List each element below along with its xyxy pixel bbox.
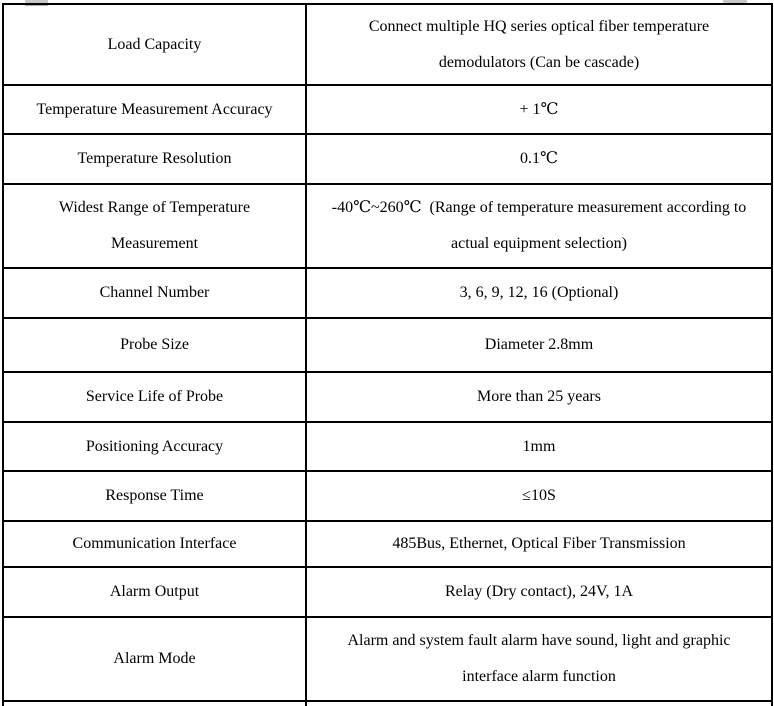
text-line: Alarm and system fault alarm have sound, light and graphic: [347, 632, 731, 649]
spec-value-cell: [306, 701, 772, 706]
text-line: Temperature Measurement Accuracy: [36, 100, 273, 118]
spec-value-cell: [306, 422, 772, 471]
text-line: Probe Size: [120, 336, 189, 353]
spec-parameter-cell: [3, 617, 306, 701]
spec-value-cell: [306, 567, 772, 617]
spec-parameter-cell: [3, 701, 306, 706]
table-row: [3, 184, 772, 268]
spec-parameter-cell: [3, 4, 306, 85]
spec-value-cell: [306, 268, 772, 318]
text-line: Diameter 2.8mm: [484, 336, 594, 353]
table-row: [3, 471, 772, 521]
text-line: Channel Number: [99, 284, 210, 301]
table-row: [3, 268, 772, 318]
table-row: [3, 521, 772, 567]
text-line: 3, 6, 9, 12, 16 (Optional): [459, 284, 619, 301]
text-line: Alarm Output: [109, 583, 200, 600]
text-line: Load Capacity: [107, 35, 202, 53]
spec-value-cell: [306, 134, 772, 184]
text-line: + 1℃: [519, 100, 559, 118]
text-line: Positioning Accuracy: [85, 437, 224, 455]
text-line: Service Life of Probe: [85, 388, 224, 405]
text-line: Temperature Resolution: [77, 150, 232, 167]
table-row: [3, 372, 772, 422]
spec-parameter-cell: [3, 521, 306, 567]
spec-value-cell: [306, 471, 772, 521]
text-line: More than 25 years: [477, 388, 601, 405]
table-row: [3, 567, 772, 617]
text-line: demodulators (Can be cascade): [438, 53, 640, 71]
spec-parameter-cell: [3, 268, 306, 318]
text-line: 1mm: [522, 437, 556, 455]
spec-parameter-cell: [3, 184, 306, 268]
text-line: 485Bus, Ethernet, Optical Fiber Transmission: [392, 535, 686, 552]
text-line: ≤10S: [522, 487, 556, 504]
spec-value-cell: [306, 521, 772, 567]
text-line: Connect multiple HQ series optical fiber temperature: [368, 17, 710, 35]
spec-parameter-cell: [3, 318, 306, 372]
table-row: [3, 422, 772, 471]
text-line: Response Time: [105, 487, 204, 504]
spec-value-cell: [306, 85, 772, 134]
spec-parameter-cell: [3, 372, 306, 422]
text-line: Communication Interface: [72, 535, 237, 552]
text-line: 0.1℃: [520, 150, 558, 167]
text-line: Relay (Dry contact), 24V, 1A: [444, 583, 634, 600]
table-row: [3, 85, 772, 134]
text-line: Widest Range of Temperature: [58, 199, 251, 216]
table-row: [3, 701, 772, 706]
spec-value-cell: [306, 318, 772, 372]
spec-value-cell: [306, 617, 772, 701]
table-row: [3, 134, 772, 184]
text-line: actual equipment selection): [451, 235, 627, 252]
spec-parameter-cell: [3, 567, 306, 617]
table-row: [3, 4, 772, 85]
table-row: [3, 617, 772, 701]
spec-parameter-cell: [3, 85, 306, 134]
spec-value-cell: [306, 184, 772, 268]
spec-parameter-cell: [3, 134, 306, 184]
text-line: Alarm Mode: [113, 650, 196, 667]
text-line: -40℃~260℃ (Range of temperature measurement according to: [331, 199, 747, 216]
spec-value-cell: [306, 4, 772, 85]
spec-value-cell: [306, 372, 772, 422]
specification-table: [2, 3, 773, 706]
text-line: interface alarm function: [462, 668, 616, 685]
spec-parameter-cell: [3, 422, 306, 471]
spec-parameter-cell: [3, 471, 306, 521]
text-line: Measurement: [110, 235, 199, 252]
table-row: [3, 318, 772, 372]
